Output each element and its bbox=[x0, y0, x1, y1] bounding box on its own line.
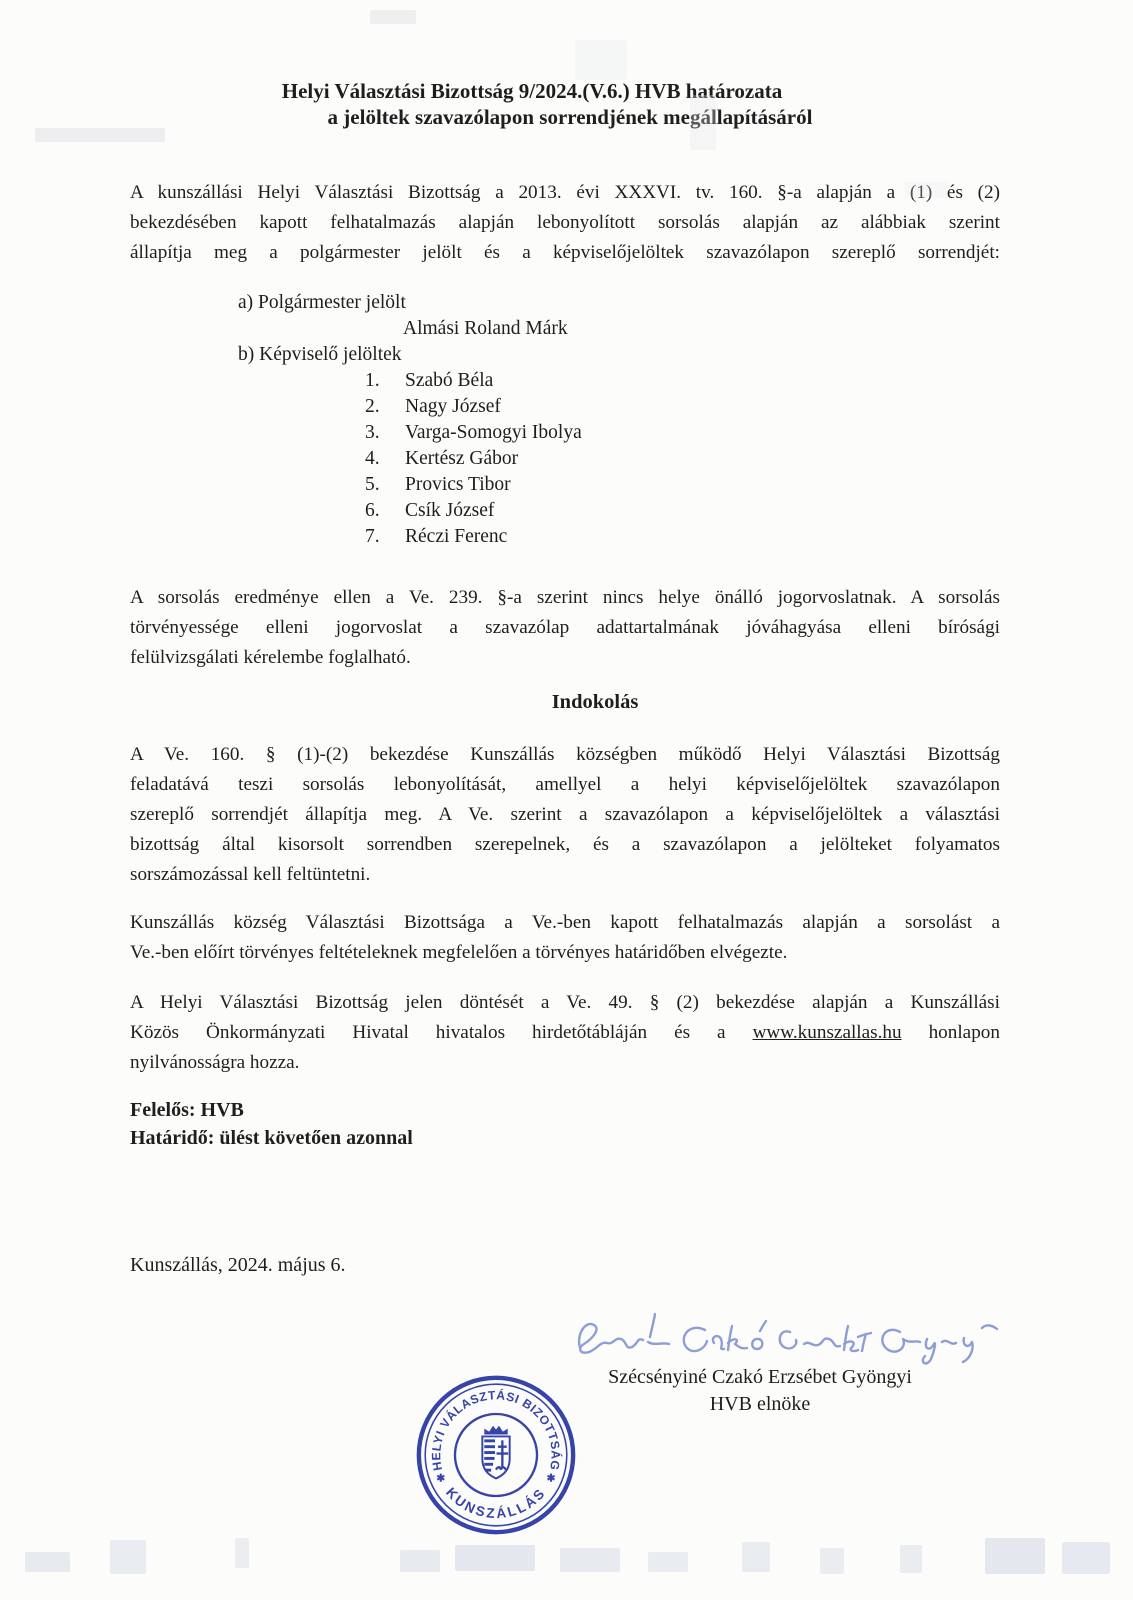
legal-remedy-paragraph bbox=[130, 583, 1000, 673]
responsibility-block bbox=[130, 1096, 413, 1152]
document-title-line-2: a jelöltek szavazólapon sorrendjének megállapításáról bbox=[327, 105, 813, 129]
candidate-row bbox=[238, 498, 938, 524]
stamp-star-left-icon: ✱ bbox=[436, 1472, 446, 1485]
candidate-number: 2. bbox=[365, 396, 380, 417]
scan-noise bbox=[235, 1538, 249, 1568]
scan-noise bbox=[25, 1552, 70, 1572]
text-line bbox=[130, 1018, 1000, 1048]
official-stamp bbox=[413, 1372, 579, 1538]
place-and-date-line: Kunszállás, 2024. május 6. bbox=[130, 1254, 346, 1276]
intro-paragraph bbox=[130, 178, 1000, 268]
text-line: felülvizsgálati kérelembe foglalható. bbox=[130, 647, 411, 668]
scan-noise bbox=[35, 128, 165, 142]
stamp-bottom-text: KUNSZÁLLÁS bbox=[443, 1484, 549, 1522]
stamp-center-ring bbox=[455, 1414, 537, 1496]
candidate-number: 3. bbox=[365, 422, 380, 443]
candidate-name: Szabó Béla bbox=[405, 370, 494, 391]
text-line: A sorsolás eredménye ellen a Ve. 239. §-a szerint nincs helye önálló jogorvoslatnak. A sorsolás bbox=[130, 587, 1000, 608]
signatory-name: Szécsényiné Czakó Erzsébet Gyöngyi bbox=[608, 1366, 912, 1388]
text-line: Ve.-ben előírt törvényes feltételeknek megfelelően a törvényes határidőben elvégezte. bbox=[130, 942, 788, 963]
candidate-number: 7. bbox=[365, 526, 380, 547]
website-url: www.kunszallas.hu bbox=[752, 1022, 902, 1043]
scan-noise bbox=[820, 1548, 844, 1574]
candidate-name: Provics Tibor bbox=[405, 474, 511, 495]
candidate-number: 5. bbox=[365, 474, 380, 495]
scan-noise bbox=[400, 1550, 440, 1572]
text-line: Kunszállás község Választási Bizottsága a Ve.-ben kapott felhatalmazás alapján a sorsolást a bbox=[130, 912, 1000, 933]
scan-noise bbox=[690, 95, 716, 150]
mayor-candidate-name: Almási Roland Márk bbox=[403, 318, 568, 339]
scan-noise bbox=[560, 1548, 620, 1572]
candidate-name: Csík József bbox=[405, 500, 495, 521]
scan-noise bbox=[455, 1545, 535, 1571]
stamp-star-right-icon: ✱ bbox=[546, 1472, 556, 1485]
mayor-candidate-heading: a) Polgármester jelölt bbox=[238, 292, 406, 313]
deadline-line: Határidő: ülést követően azonnal bbox=[130, 1127, 413, 1149]
candidate-list bbox=[238, 290, 938, 550]
scan-noise bbox=[575, 40, 627, 80]
candidate-row bbox=[238, 446, 938, 472]
text-line: sorszámozással kell feltüntetni. bbox=[130, 864, 371, 885]
text-segment: Közös Önkormányzati Hivatal hivatalos hirdetőtábláján és a bbox=[130, 1022, 753, 1043]
scan-noise bbox=[1062, 1542, 1110, 1574]
representative-candidates-heading: b) Képviselő jelöltek bbox=[238, 344, 402, 365]
scan-noise bbox=[110, 1540, 146, 1574]
candidate-row bbox=[238, 368, 938, 394]
signatory-role: HVB elnöke bbox=[709, 1393, 811, 1415]
responsible-line: Felelős: HVB bbox=[130, 1099, 244, 1121]
candidate-number: 6. bbox=[365, 500, 380, 521]
text-segment: honlapon bbox=[901, 1022, 1000, 1043]
text-line: bekezdésében kapott felhatalmazás alapján lebonyolított sorsolás alapján az alábbiak szerint bbox=[130, 212, 1000, 233]
candidate-row bbox=[238, 524, 938, 550]
hungarian-coat-of-arms-icon bbox=[482, 1426, 509, 1479]
candidate-number: 4. bbox=[365, 448, 380, 469]
scan-noise bbox=[985, 1538, 1045, 1574]
stamp-top-text: HELYI VÁLASZTÁSI BIZOTTSÁG bbox=[429, 1388, 563, 1472]
text-line: szereplő sorrendjét állapítja meg. A Ve. szerint a szavazólapon a képviselőjelöltek a választási bbox=[130, 804, 1000, 825]
candidate-row bbox=[238, 394, 938, 420]
text-line: A Ve. 160. § (1)-(2) bekezdése Kunszállás községben működő Helyi Választási Bizottság bbox=[130, 744, 1000, 765]
justification-paragraph-3 bbox=[130, 988, 1000, 1078]
scan-noise bbox=[370, 10, 416, 24]
candidate-name: Kertész Gábor bbox=[405, 448, 519, 469]
text-line: nyilvánosságra hozza. bbox=[130, 1052, 300, 1073]
text-line: A kunszállási Helyi Választási Bizottság a 2013. évi XXXVI. tv. 160. §-a alapján a (1) és (2) bbox=[130, 182, 1000, 203]
candidate-name: Réczi Ferenc bbox=[405, 526, 508, 547]
text-line: A Helyi Választási Bizottság jelen döntését a Ve. 49. § (2) bekezdése alapján a Kunszállási bbox=[130, 992, 1000, 1013]
text-line: törvényessége elleni jogorvoslat a szavazólap adattartalmának jóváhagyása elleni bírósági bbox=[130, 617, 1000, 638]
candidate-name: Varga-Somogyi Ibolya bbox=[405, 422, 582, 443]
scan-noise bbox=[742, 1542, 770, 1572]
text-line: állapítja meg a polgármester jelölt és a képviselőjelöltek szavazólapon szereplő sorrendjét: bbox=[130, 242, 1000, 263]
candidate-row bbox=[238, 420, 938, 446]
justification-heading: Indokolás bbox=[551, 691, 639, 713]
candidate-name: Nagy József bbox=[405, 396, 501, 417]
scan-noise bbox=[905, 182, 947, 198]
signature-block bbox=[545, 1364, 975, 1418]
justification-paragraph-2 bbox=[130, 908, 1000, 968]
text-line: feladatává teszi sorsolás lebonyolítását, amellyel a helyi képviselőjelöltek szavazólapon bbox=[130, 774, 1000, 795]
text-line: bizottság által kisorsolt sorrendben szerepelnek, és a szavazólapon a jelölteket folyamatos bbox=[130, 834, 1000, 855]
document-title-line-1: Helyi Választási Bizottság 9/2024.(V.6.) HVB határozata bbox=[281, 79, 783, 103]
scan-noise bbox=[900, 1545, 922, 1573]
scan-noise bbox=[648, 1552, 688, 1572]
representative-candidates bbox=[238, 368, 938, 550]
justification-paragraph-1 bbox=[130, 740, 1000, 890]
stamp-inner-rim bbox=[425, 1384, 567, 1526]
candidate-row bbox=[238, 472, 938, 498]
candidate-number: 1. bbox=[365, 370, 380, 391]
